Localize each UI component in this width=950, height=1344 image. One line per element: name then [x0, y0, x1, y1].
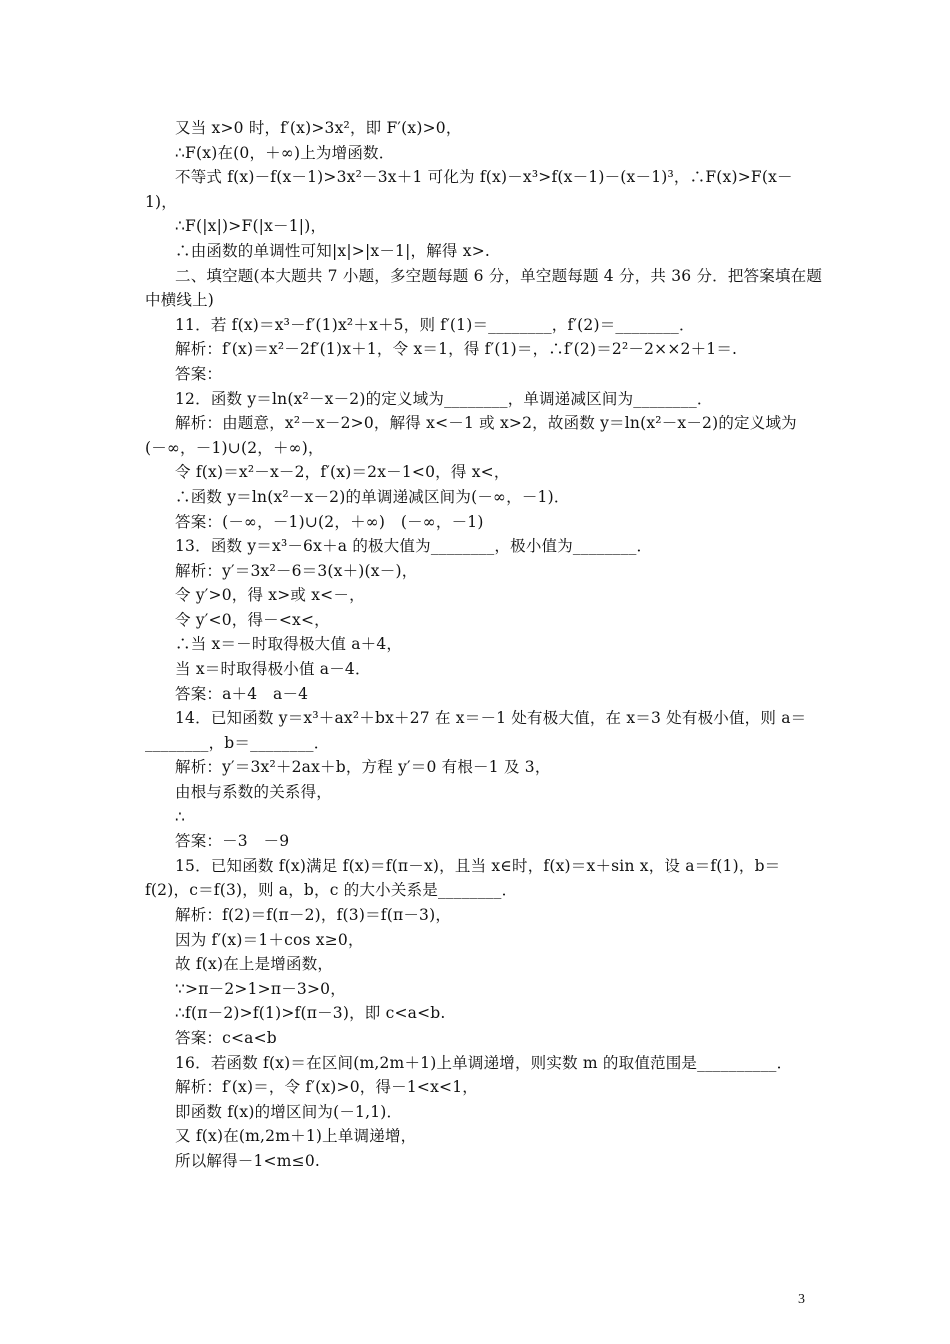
text-line: 令 y′>0，得 x>或 x<－， [175, 586, 365, 605]
text-line: 令 y′<0，得－<x<， [175, 610, 330, 629]
text-line: ∵>π－2>1>π－3>0， [175, 979, 346, 998]
text-line: 解析：y′＝3x²－6＝3(x＋)(x－)， [175, 561, 418, 580]
text-line: ∴由函数的单调性可知|x|>|x－1|，解得 x>. [175, 241, 491, 260]
page-number: 3 [798, 1292, 805, 1307]
text-line: 14．已知函数 y＝x³＋ax²＋bx＋27 在 x＝－1 处有极大值，在 x＝3 处有极小值，则 a＝ [175, 709, 807, 728]
text-line: 解析：f′(x)＝，令 f′(x)>0，得－1<x<1， [175, 1078, 478, 1097]
text-line: (－∞，－1)∪(2，＋∞)， [145, 438, 324, 457]
text-line: 12．函数 y＝ln(x²－x－2)的定义域为________，单调递减区间为________． [175, 389, 713, 408]
text-line: 因为 f′(x)＝1＋cos x≥0， [175, 930, 364, 949]
text-line: 1)， [145, 192, 178, 211]
text-line: ∴ [175, 807, 186, 826]
text-line: 解析：f′(x)＝x²－2f′(1)x＋1，令 x＝1，得 f′(1)＝，∴f′(2)＝2²－2××2＋1＝. [175, 340, 738, 359]
text-line: ∴F(x)在(0，＋∞)上为增函数． [175, 143, 395, 162]
text-line: 又当 x>0 时，f′(x)>3x²，即 F′(x)>0， [175, 119, 462, 137]
text-line: 解析：f(2)＝f(π－2)，f(3)＝f(π－3)， [175, 906, 452, 924]
text-line: 答案：－3 －9 [175, 832, 290, 851]
text-line: 答案： [175, 364, 223, 383]
text-line: 解析：由题意，x²－x－2>0，解得 x<－1 或 x>2，故函数 y＝ln(x²－x－2)的定义域为 [175, 414, 797, 433]
text-line: 二、填空题(本大题共 7 小题，多空题每题 6 分，单空题每题 4 分，共 36 分．把答案填在题 [175, 266, 823, 285]
text-line: 即函数 f(x)的增区间为(－1,1)． [175, 1102, 403, 1121]
text-line: 当 x＝时取得极小值 a－4． [175, 660, 371, 679]
text-body [145, 116, 823, 1174]
text-line: 16．若函数 f(x)＝在区间(m,2m＋1)上单调递增，则实数 m 的取值范围是__________． [175, 1053, 793, 1072]
text-line: 故 f(x)在上是增函数， [175, 955, 334, 974]
text-line: 令 f(x)＝x²－x－2，f′(x)＝2x－1<0，得 x<， [175, 463, 510, 482]
text-line: 中横线上) [145, 291, 215, 310]
text-line: ∴函数 y＝ln(x²－x－2)的单调递减区间为(－∞，－1)． [175, 487, 570, 506]
text-line: 所以解得－1<m≤0. [175, 1151, 321, 1170]
text-line: 不等式 f(x)－f(x－1)>3x²－3x＋1 可化为 f(x)－x³>f(x－1)－(x－1)³，∴F(x)>F(x－ [175, 168, 793, 187]
text-line: 答案：(－∞，－1)∪(2，＋∞) (－∞，－1) [175, 512, 484, 531]
text-line: 由根与系数的关系得， [175, 783, 333, 802]
text-line: 13．函数 y＝x³－6x＋a 的极大值为________，极小值为________． [175, 537, 653, 556]
text-line: ________，b＝________． [145, 733, 330, 752]
text-line: ∴f(π－2)>f(1)>f(π－3)，即 c<a<b. [175, 1004, 446, 1023]
text-line: ∴当 x＝－时取得极大值 a＋4， [175, 635, 403, 654]
text-line: 解析：y′＝3x²＋2ax＋b，方程 y′＝0 有根－1 及 3， [175, 758, 551, 777]
text-line: ∴F(|x|)>F(|x－1|)， [175, 217, 327, 236]
text-line: f(2)，c＝f(3)，则 a，b，c 的大小关系是________． [145, 881, 518, 900]
text-line: 11．若 f(x)＝x³－f′(1)x²＋x＋5，则 f′(1)＝________，f′(2)＝________． [175, 315, 695, 334]
text-line: 答案：c<a<b [175, 1028, 277, 1047]
text-line: 答案：a＋4 a－4 [175, 684, 309, 703]
text-line: 又 f(x)在(m,2m＋1)上单调递增， [175, 1127, 417, 1146]
text-line: 15．已知函数 f(x)满足 f(x)＝f(π－x)，且当 x∈时，f(x)＝x＋sin x，设 a＝f(1)，b＝ [175, 856, 781, 875]
